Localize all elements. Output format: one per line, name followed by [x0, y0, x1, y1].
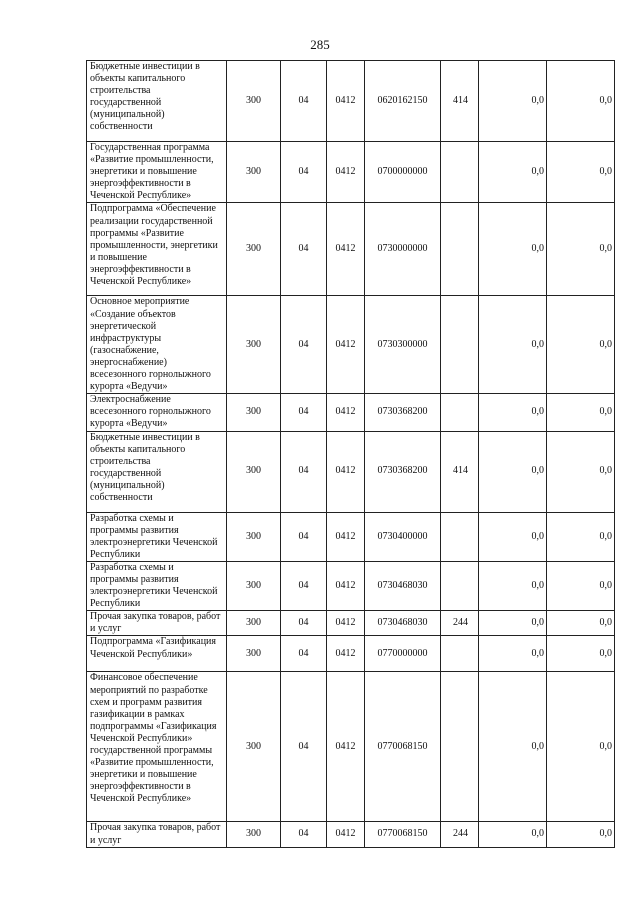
target-article-cell: 0770000000 — [365, 636, 441, 672]
ministry-code-cell: 300 — [227, 203, 281, 296]
amount-cell-2: 0,0 — [547, 636, 615, 672]
amount-cell-1: 0,0 — [479, 636, 547, 672]
ministry-code-cell: 300 — [227, 822, 281, 847]
expense-type-cell — [441, 561, 479, 610]
ministry-code-cell: 300 — [227, 636, 281, 672]
target-article-cell: 0730468030 — [365, 561, 441, 610]
row-name-cell: Основное мероприятие «Создание объектов энергетической инфраструктуры (газоснабжение, энергоснабжение) всесезонного горнолыжного курорта «Ведучи» — [87, 296, 227, 394]
amount-cell-2: 0,0 — [547, 203, 615, 296]
subsection-code-cell: 0412 — [327, 394, 365, 431]
amount-cell-2: 0,0 — [547, 394, 615, 431]
ministry-code-cell: 300 — [227, 61, 281, 142]
subsection-code-cell: 0412 — [327, 296, 365, 394]
table-row — [87, 611, 615, 636]
amount-cell-2: 0,0 — [547, 512, 615, 561]
target-article-cell: 0730300000 — [365, 296, 441, 394]
section-code-cell: 04 — [281, 296, 327, 394]
table-body — [87, 61, 615, 848]
page-number: 285 — [310, 37, 330, 52]
ministry-code-cell: 300 — [227, 512, 281, 561]
amount-cell-2: 0,0 — [547, 61, 615, 142]
amount-cell-2: 0,0 — [547, 431, 615, 512]
table-row — [87, 561, 615, 610]
table-row — [87, 431, 615, 512]
target-article-cell: 0770068150 — [365, 822, 441, 847]
table-row — [87, 636, 615, 672]
expense-type-cell — [441, 203, 479, 296]
section-code-cell: 04 — [281, 672, 327, 822]
amount-cell-2: 0,0 — [547, 296, 615, 394]
section-code-cell: 04 — [281, 561, 327, 610]
subsection-code-cell: 0412 — [327, 672, 365, 822]
amount-cell-2: 0,0 — [547, 142, 615, 203]
subsection-code-cell: 0412 — [327, 636, 365, 672]
section-code-cell: 04 — [281, 394, 327, 431]
expense-type-cell — [441, 394, 479, 431]
row-name-cell: Государственная программа «Развитие промышленности, энергетики и повышение энергоэффективности в Чеченской Республике» — [87, 142, 227, 203]
target-article-cell: 0730368200 — [365, 431, 441, 512]
amount-cell-1: 0,0 — [479, 611, 547, 636]
amount-cell-2: 0,0 — [547, 822, 615, 847]
table-row — [87, 203, 615, 296]
ministry-code-cell: 300 — [227, 611, 281, 636]
row-name-cell: Бюджетные инвестиции в объекты капитального строительства государственной (муниципальной) собственности — [87, 431, 227, 512]
target-article-cell: 0730368200 — [365, 394, 441, 431]
table-row — [87, 672, 615, 822]
subsection-code-cell: 0412 — [327, 512, 365, 561]
section-code-cell: 04 — [281, 822, 327, 847]
target-article-cell: 0730400000 — [365, 512, 441, 561]
amount-cell-1: 0,0 — [479, 61, 547, 142]
target-article-cell: 0700000000 — [365, 142, 441, 203]
table-row — [87, 142, 615, 203]
row-name-cell: Разработка схемы и программы развития электроэнергетики Чеченской Республики — [87, 561, 227, 610]
section-code-cell: 04 — [281, 61, 327, 142]
amount-cell-1: 0,0 — [479, 431, 547, 512]
ministry-code-cell: 300 — [227, 394, 281, 431]
section-code-cell: 04 — [281, 611, 327, 636]
row-name-cell: Электроснабжение всесезонного горнолыжного курорта «Ведучи» — [87, 394, 227, 431]
table-row — [87, 296, 615, 394]
row-name-cell: Подпрограмма «Газификация Чеченской Республики» — [87, 636, 227, 672]
amount-cell-1: 0,0 — [479, 672, 547, 822]
section-code-cell: 04 — [281, 431, 327, 512]
target-article-cell: 0620162150 — [365, 61, 441, 142]
expense-type-cell: 414 — [441, 431, 479, 512]
expense-type-cell: 414 — [441, 61, 479, 142]
amount-cell-1: 0,0 — [479, 512, 547, 561]
row-name-cell: Подпрограмма «Обеспечение реализации государственной программы «Развитие промышленности, энергетики и повышение энергоэффективности в Чеченской Республике» — [87, 203, 227, 296]
amount-cell-2: 0,0 — [547, 611, 615, 636]
subsection-code-cell: 0412 — [327, 431, 365, 512]
table-row — [87, 512, 615, 561]
target-article-cell: 0770068150 — [365, 672, 441, 822]
ministry-code-cell: 300 — [227, 672, 281, 822]
expense-type-cell — [441, 672, 479, 822]
section-code-cell: 04 — [281, 203, 327, 296]
row-name-cell: Финансовое обеспечение мероприятий по разработке схем и программ развития газификации в рамках подпрограммы «Газификация Чеченской Республики» государственной программы «Развитие промышленности, энергетики и повышение энергоэффективности в Чеченской Республике» — [87, 672, 227, 822]
subsection-code-cell: 0412 — [327, 611, 365, 636]
row-name-cell: Прочая закупка товаров, работ и услуг — [87, 822, 227, 847]
row-name-cell: Разработка схемы и программы развития электроэнергетики Чеченской Республики — [87, 512, 227, 561]
ministry-code-cell: 300 — [227, 142, 281, 203]
amount-cell-1: 0,0 — [479, 822, 547, 847]
ministry-code-cell: 300 — [227, 561, 281, 610]
expense-type-cell — [441, 296, 479, 394]
subsection-code-cell: 0412 — [327, 203, 365, 296]
target-article-cell: 0730000000 — [365, 203, 441, 296]
table-row — [87, 822, 615, 847]
amount-cell-1: 0,0 — [479, 142, 547, 203]
expense-type-cell — [441, 142, 479, 203]
ministry-code-cell: 300 — [227, 296, 281, 394]
amount-cell-2: 0,0 — [547, 672, 615, 822]
subsection-code-cell: 0412 — [327, 822, 365, 847]
amount-cell-2: 0,0 — [547, 561, 615, 610]
amount-cell-1: 0,0 — [479, 394, 547, 431]
ministry-code-cell: 300 — [227, 431, 281, 512]
expense-type-cell: 244 — [441, 611, 479, 636]
amount-cell-1: 0,0 — [479, 561, 547, 610]
budget-table — [86, 60, 615, 848]
expense-type-cell: 244 — [441, 822, 479, 847]
row-name-cell: Бюджетные инвестиции в объекты капитального строительства государственной (муниципальной) собственности — [87, 61, 227, 142]
section-code-cell: 04 — [281, 142, 327, 203]
expense-type-cell — [441, 636, 479, 672]
amount-cell-1: 0,0 — [479, 203, 547, 296]
subsection-code-cell: 0412 — [327, 561, 365, 610]
subsection-code-cell: 0412 — [327, 142, 365, 203]
section-code-cell: 04 — [281, 512, 327, 561]
expense-type-cell — [441, 512, 479, 561]
section-code-cell: 04 — [281, 636, 327, 672]
target-article-cell: 0730468030 — [365, 611, 441, 636]
table-row — [87, 61, 615, 142]
subsection-code-cell: 0412 — [327, 61, 365, 142]
table-row — [87, 394, 615, 431]
row-name-cell: Прочая закупка товаров, работ и услуг — [87, 611, 227, 636]
amount-cell-1: 0,0 — [479, 296, 547, 394]
